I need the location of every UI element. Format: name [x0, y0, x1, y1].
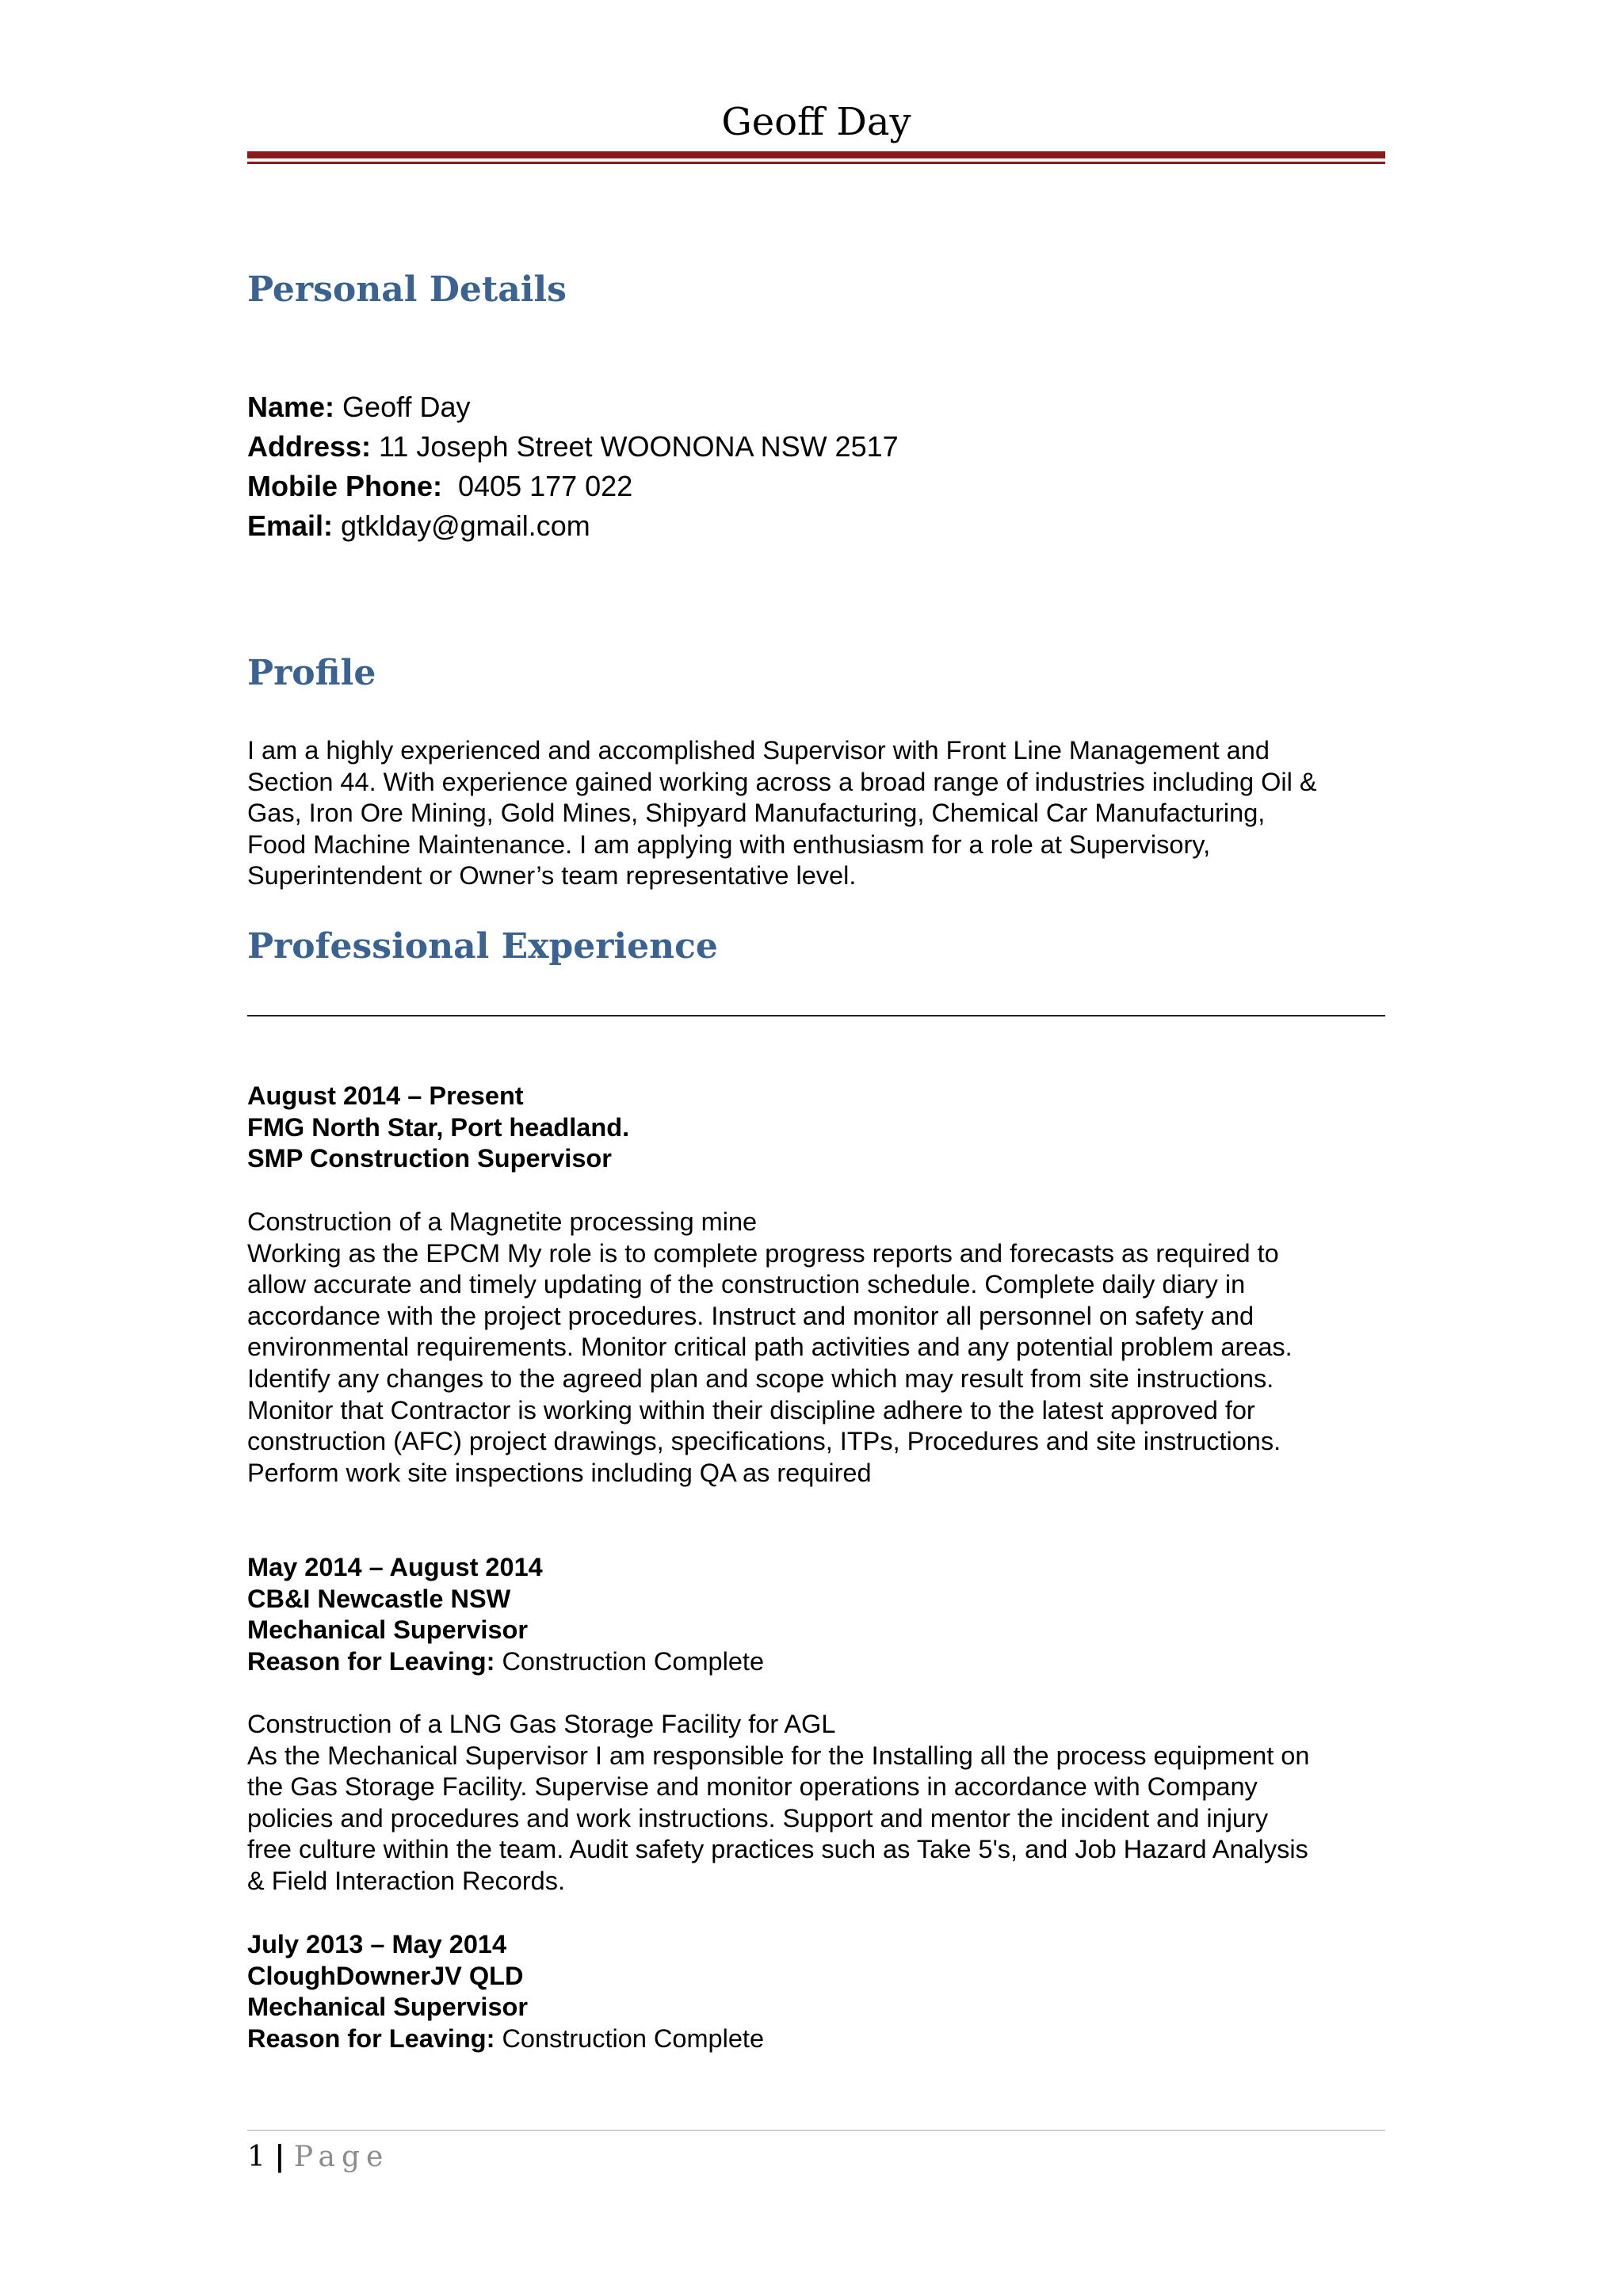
job-description-line: environmental requirements. Monitor critical path activities and any potential problem areas.	[247, 1333, 1293, 1362]
job-reason-value: Construction Complete	[495, 1646, 765, 1676]
job-2-header	[247, 1552, 1385, 1677]
job-reason-label: Reason for Leaving:	[247, 1646, 495, 1676]
job-description-line: Working as the EPCM My role is to complete progress reports and forecasts as required to	[247, 1238, 1279, 1268]
job-reason-line	[247, 1646, 1385, 1678]
resume-page	[247, 0, 1385, 2296]
header-rule-thick	[247, 151, 1385, 158]
footer-separator: |	[274, 2140, 285, 2173]
job-description-line: & Field Interaction Records.	[247, 1866, 566, 1895]
profile-heading: Profile	[247, 653, 376, 693]
name-line	[247, 387, 470, 427]
profile-line: Food Machine Maintenance. I am applying with enthusiasm for a role at Supervisory,	[247, 830, 1211, 859]
personal-details-heading: Personal Details	[247, 269, 567, 310]
email-value: gtklday@gmail.com	[333, 509, 590, 542]
profile-line: Section 44. With experience gained working across a broad range of industries including Oil &	[247, 767, 1317, 796]
job-company: FMG North Star, Port headland.	[247, 1112, 630, 1142]
profile-paragraph	[247, 735, 1385, 892]
phone-line	[247, 467, 632, 506]
job-description-line: construction (AFC) project drawings, specifications, ITPs, Procedures and site instructions.	[247, 1427, 1281, 1456]
name-value: Geoff Day	[334, 391, 471, 423]
job-title: Mechanical Supervisor	[247, 1615, 529, 1645]
address-label: Address:	[247, 430, 372, 463]
address-value: 11 Joseph Street WOONONA NSW 2517	[371, 430, 899, 463]
phone-label: Mobile Phone:	[247, 470, 442, 502]
address-line	[247, 427, 899, 467]
name-label: Name:	[247, 391, 335, 423]
job-company: CloughDownerJV QLD	[247, 1961, 524, 1990]
job-reason-value: Construction Complete	[495, 2023, 765, 2053]
profile-line: Gas, Iron Ore Mining, Gold Mines, Shipyard Manufacturing, Chemical Car Manufacturing,	[247, 799, 1266, 828]
job-project: Construction of a LNG Gas Storage Facility for AGL	[247, 1710, 836, 1738]
phone-value: 0405 177 022	[442, 470, 633, 502]
email-line	[247, 506, 590, 546]
job-description-line: policies and procedures and work instructions. Support and mentor the incident and injury	[247, 1803, 1269, 1833]
job-period: August 2014 – Present	[247, 1081, 524, 1110]
job-reason-line	[247, 2023, 1385, 2055]
footer-page-word: Page	[293, 2141, 390, 2173]
job-1-header	[247, 1081, 1385, 1175]
profile-line: I am a highly experienced and accomplished Supervisor with Front Line Management and	[247, 736, 1270, 765]
job-description-line: Perform work site inspections including QA as required	[247, 1458, 872, 1487]
job-description-line: Identify any changes to the agreed plan and scope which may result from site instructions.	[247, 1363, 1274, 1393]
experience-heading: Professional Experience	[247, 926, 718, 967]
page-footer	[247, 2134, 389, 2180]
email-label: Email:	[247, 509, 334, 542]
job-1-body	[247, 1207, 1385, 1489]
page-header-title: Geoff Day	[721, 100, 911, 144]
job-reason-label: Reason for Leaving:	[247, 2023, 495, 2053]
job-project: Construction of a Magnetite processing mine	[247, 1207, 758, 1236]
job-2-body	[247, 1709, 1385, 1897]
job-description-line: the Gas Storage Facility. Supervise and monitor operations in accordance with Company	[247, 1772, 1258, 1802]
job-3-header	[247, 1929, 1385, 2054]
job-description-line: As the Mechanical Supervisor I am responsible for the Installing all the process equipment on	[247, 1741, 1310, 1770]
job-period: May 2014 – August 2014	[247, 1553, 543, 1581]
job-company: CB&I Newcastle NSW	[247, 1584, 511, 1613]
footer-rule	[247, 2130, 1385, 2131]
job-description-line: Monitor that Contractor is working within their discipline adhere to the latest approved for	[247, 1395, 1255, 1425]
profile-line: Superintendent or Owner’s team representative level.	[247, 861, 857, 891]
job-description-line: accordance with the project procedures. Instruct and monitor all personnel on safety and	[247, 1301, 1254, 1330]
job-description-line: free culture within the team. Audit safety practices such as Take 5's, and Job Hazard Analysis	[247, 1835, 1308, 1864]
page-number: 1	[247, 2141, 265, 2173]
job-period: July 2013 – May 2014	[247, 1930, 507, 1958]
job-description-line: allow accurate and timely updating of the construction schedule. Complete daily diary in	[247, 1270, 1246, 1299]
job-title: Mechanical Supervisor	[247, 1993, 529, 2022]
job-title: SMP Construction Supervisor	[247, 1144, 612, 1173]
header-rule-thin	[247, 162, 1385, 164]
experience-divider	[247, 1015, 1385, 1016]
